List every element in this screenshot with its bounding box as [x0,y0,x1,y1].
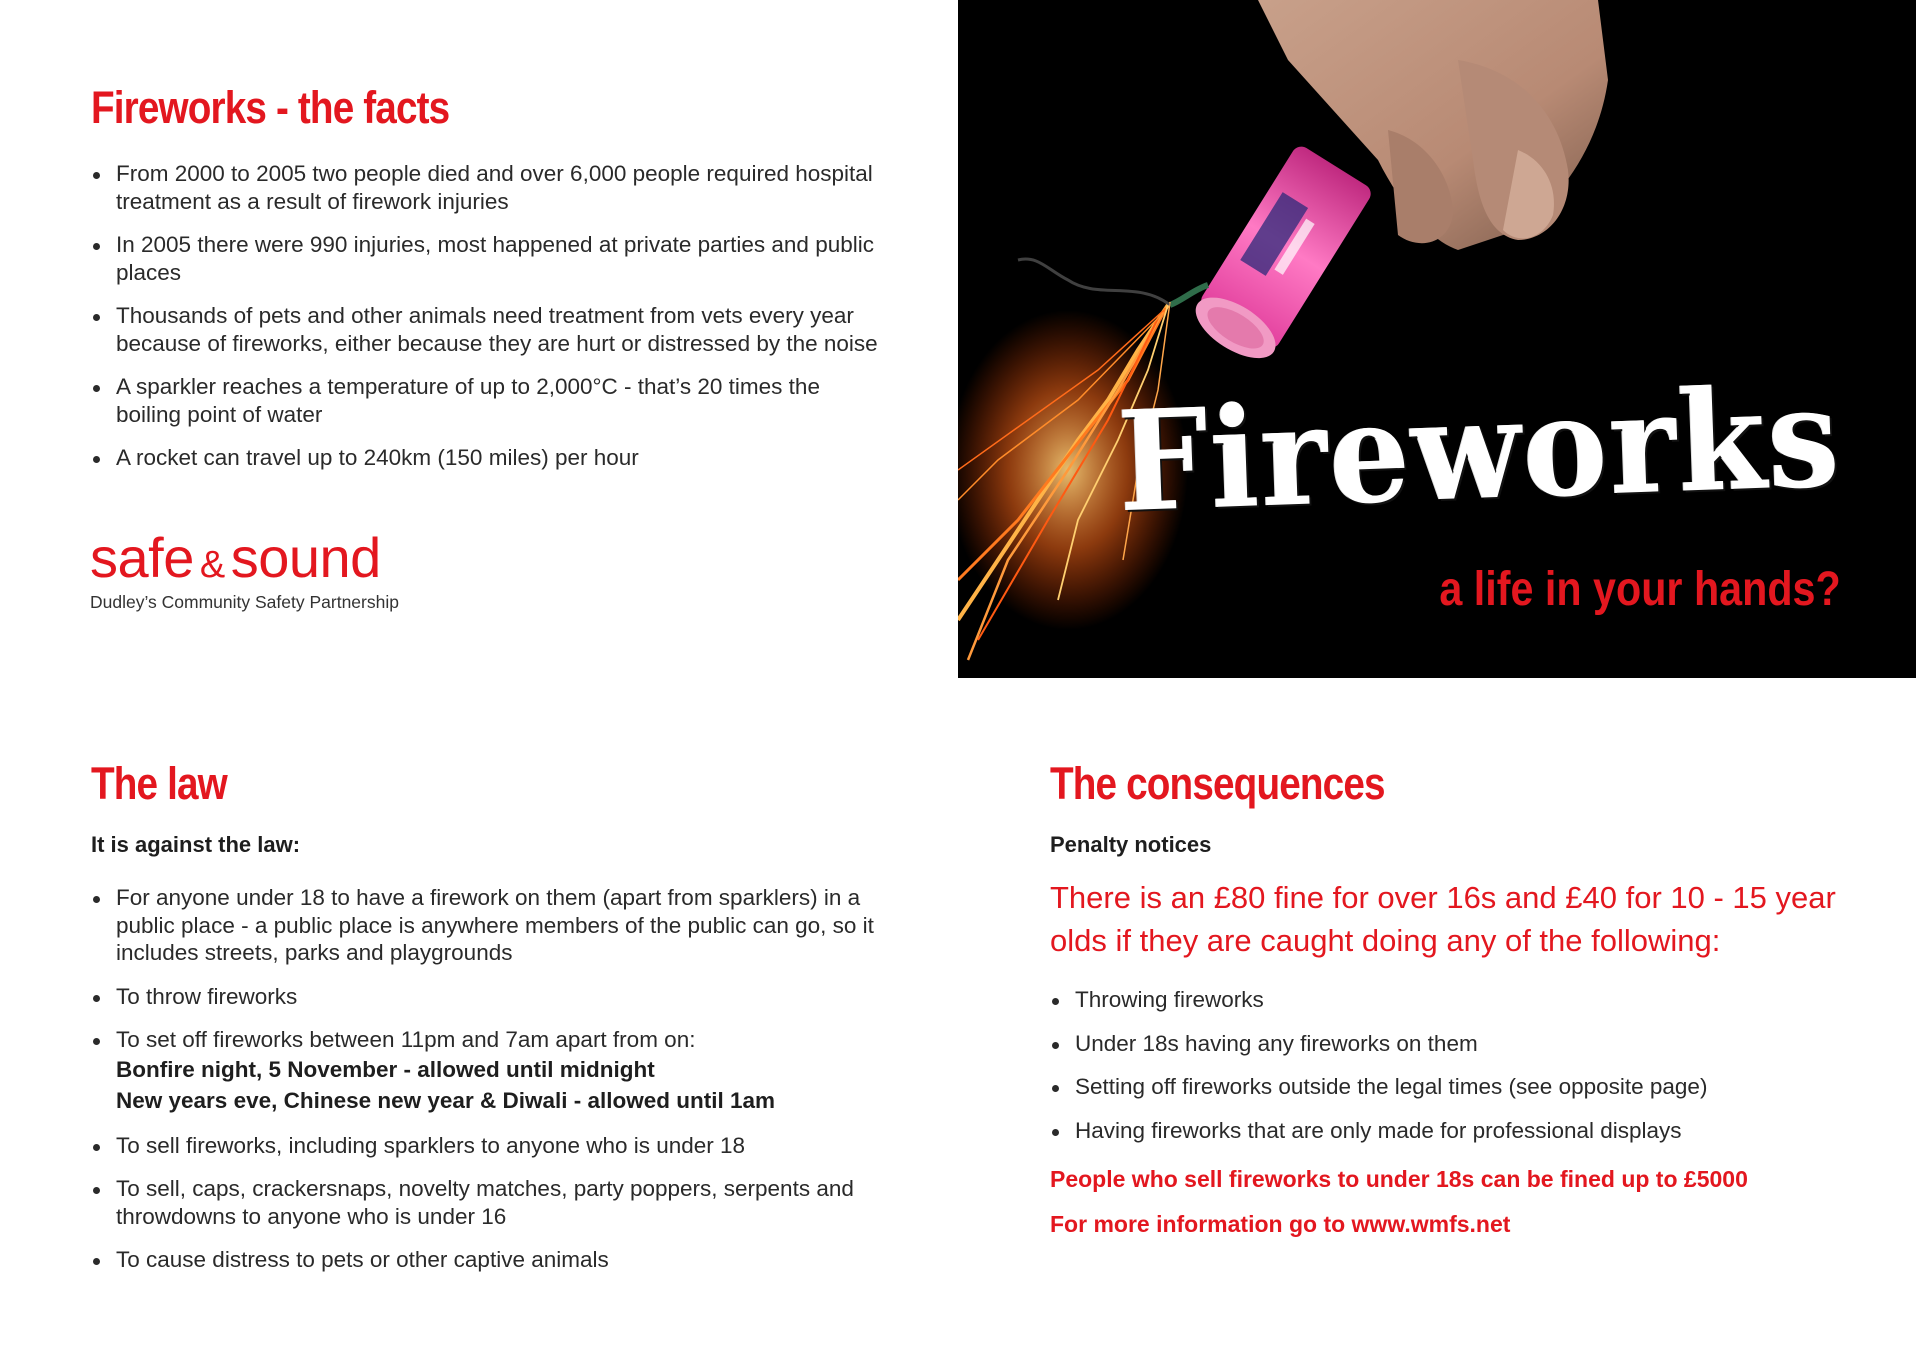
list-item: Setting off fireworks outside the legal times (see opposite page) [1050,1073,1850,1101]
list-item: Having fireworks that are only made for professional displays [1050,1117,1850,1145]
law-section [91,758,881,1290]
list-item: To sell fireworks, including sparklers to anyone who is under 18 [91,1132,881,1160]
logo-word-safe: safe [90,526,194,589]
list-item: To sell, caps, crackersnaps, novelty matches, party poppers, serpents and throwdowns to anyone who is under 16 [91,1175,881,1230]
logo-tagline: Dudley’s Community Safety Partnership [90,592,399,612]
list-item-text: To set off fireworks between 11pm and 7am apart from on: [116,1027,696,1052]
law-intro: It is against the law: [91,832,301,857]
consequences-title: The consequences [1050,758,1385,809]
facts-section [91,82,881,488]
list-item: Throwing fireworks [1050,986,1850,1014]
list-item: In 2005 there were 990 injuries, most happened at private parties and public places [91,231,881,286]
facts-title: Fireworks - the facts [91,82,450,133]
list-item: To cause distress to pets or other captive animals [91,1246,881,1274]
law-title: The law [91,758,227,809]
exception-new-year-diwali: New years eve, Chinese new year & Diwali - allowed until 1am [116,1087,776,1113]
logo-wordmark [90,525,399,590]
hero-title: Fireworks [1115,355,1844,544]
seller-fine-note: People who sell fireworks to under 18s can be fined up to £5000 [1050,1166,1748,1192]
more-info-link[interactable]: For more information go to www.wmfs.net [1050,1211,1511,1237]
consequences-section [1050,758,1850,1238]
list-item: A sparkler reaches a temperature of up to 2,000°C - that’s 20 times the boiling point of water [91,373,881,428]
logo-word-sound: sound [230,526,381,589]
safe-and-sound-logo [90,525,399,613]
consequences-list [1050,986,1850,1144]
hero-image [958,0,1916,678]
list-item: To throw fireworks [91,983,881,1011]
firework-tube-icon [1186,143,1375,370]
list-item: From 2000 to 2005 two people died and over 6,000 people required hospital treatment as a result of firework injuries [91,160,881,215]
penalty-notices-heading: Penalty notices [1050,832,1212,857]
exception-bonfire-night: Bonfire night, 5 November - allowed until midnight [116,1056,655,1082]
list-item [91,1026,881,1116]
law-list [91,884,881,1274]
list-item: Thousands of pets and other animals need treatment from vets every year because of fireworks, either because they are hurt or distressed by the noise [91,302,881,357]
list-item: Under 18s having any fireworks on them [1050,1030,1850,1058]
penalty-lead-text: There is an £80 fine for over 16s and £40 for 10 - 15 year olds if they are caught doing any of the following: [1050,880,1836,958]
list-item: A rocket can travel up to 240km (150 miles) per hour [91,444,881,472]
list-item: For anyone under 18 to have a firework on them (apart from sparklers) in a public place - a public place is anywhere members of the public can go, so it includes streets, parks and playgrounds [91,884,881,967]
facts-list [91,160,881,472]
logo-ampersand: & [199,544,225,586]
hero-subtitle: a life in your hands? [1439,563,1841,616]
